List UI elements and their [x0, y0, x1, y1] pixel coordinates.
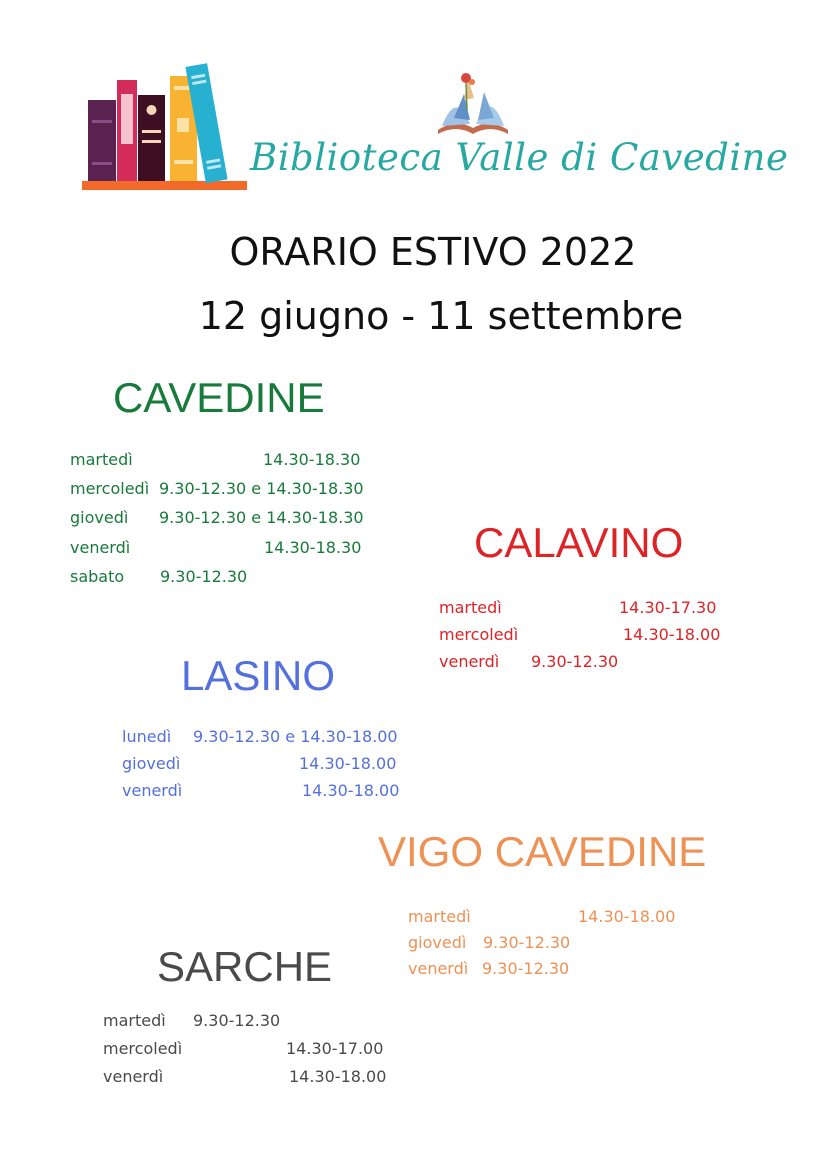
hours-label: 14.30-18.30 — [263, 450, 361, 469]
branch-heading-cavedine: CAVEDINE — [113, 374, 325, 421]
branch-heading-sarche: SARCHE — [157, 943, 333, 990]
day-label: venerdì — [439, 652, 500, 671]
day-label: sabato — [70, 567, 125, 586]
day-label: martedì — [408, 907, 471, 926]
day-label: venerdì — [103, 1067, 164, 1086]
hours-label: 9.30-12.30 — [193, 1011, 281, 1030]
library-name: Biblioteca Valle di Cavedine — [250, 136, 789, 179]
day-label: giovedì — [70, 508, 129, 527]
hours-label: 9.30-12.30 — [531, 652, 619, 671]
reader-logo — [434, 70, 512, 138]
day-label: martedì — [439, 598, 502, 617]
hours-label: 14.30-18.00 — [623, 625, 721, 644]
hours-label: 9.30-12.30 e 14.30-18.30 — [159, 508, 364, 527]
day-label: martedì — [70, 450, 133, 469]
day-label: venerdì — [70, 538, 131, 557]
hours-label: 14.30-18.00 — [289, 1067, 387, 1086]
day-label: venerdì — [122, 781, 183, 800]
day-label: mercoledì — [439, 625, 519, 644]
hours-label: 14.30-18.00 — [302, 781, 400, 800]
hours-label: 14.30-17.00 — [286, 1039, 384, 1058]
day-label: lunedì — [122, 727, 172, 746]
hours-label: 14.30-18.00 — [299, 754, 397, 773]
branch-heading-lasino: LASINO — [181, 652, 336, 699]
branch-heading-vigo-cavedine: VIGO CAVEDINE — [378, 828, 707, 875]
day-label: giovedì — [408, 933, 467, 952]
day-label: mercoledì — [70, 479, 150, 498]
hours-label: 9.30-12.30 e 14.30-18.30 — [159, 479, 364, 498]
hours-label: 9.30-12.30 e 14.30-18.00 — [193, 727, 398, 746]
day-label: giovedì — [122, 754, 181, 773]
day-label: mercoledì — [103, 1039, 183, 1058]
hours-label: 9.30-12.30 — [482, 959, 570, 978]
day-label: martedì — [103, 1011, 166, 1030]
hours-label: 14.30-18.00 — [578, 907, 676, 926]
books-logo — [82, 60, 247, 192]
hours-label: 14.30-18.30 — [264, 538, 362, 557]
branch-heading-calavino: CALAVINO — [474, 519, 684, 566]
page-title: ORARIO ESTIVO 2022 — [229, 230, 637, 274]
hours-label: 14.30-17.30 — [619, 598, 717, 617]
hours-label: 9.30-12.30 — [160, 567, 248, 586]
page-subtitle: 12 giugno - 11 settembre — [198, 294, 684, 338]
hours-label: 9.30-12.30 — [483, 933, 571, 952]
day-label: venerdì — [408, 959, 469, 978]
